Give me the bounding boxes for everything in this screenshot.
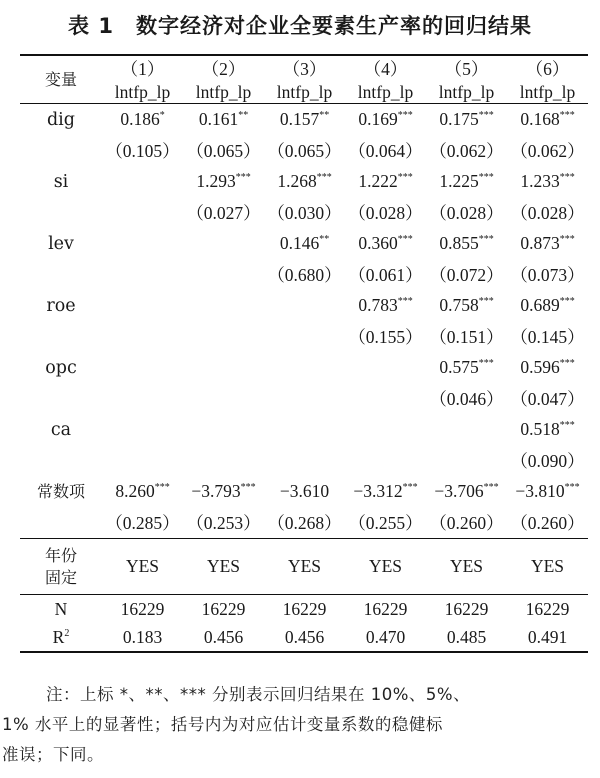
empty-cell [20,321,102,352]
standard-error-cell: （0.260） [510,513,585,533]
coefficient-row [20,352,588,383]
column-number: （3） [282,59,327,79]
r-squared-value: 0.456 [284,626,325,647]
coefficient-value: 1.225 [439,171,479,191]
regression-table [20,54,588,653]
observations-value: 16229 [525,598,570,619]
dependent-variable: lntfp_lp [357,81,414,102]
note-line: 注：上标 *、**、*** 分别表示回归结果在 10%、5%、 [46,685,471,704]
empty-cell [20,445,102,476]
coefficient-value: 0.161 [198,109,239,129]
coefficient-cell [426,290,507,321]
coefficient-cell [426,228,507,259]
coefficient-cell [426,166,507,197]
observations-value: 16229 [444,598,489,619]
standard-error-row [20,259,588,290]
r-squared-label-base: R [52,626,65,647]
significance-stars: *** [559,358,575,369]
observations-value: 16229 [201,598,246,619]
significance-stars: * [159,110,165,121]
coefficient-cell [426,414,507,445]
coefficient-cell [426,352,507,383]
standard-error-cell [426,445,507,476]
standard-error-cell: （0.062） [429,141,504,161]
fixed-effects-label [20,539,102,595]
coefficient-cell [264,228,345,259]
coefficient-value: 0.175 [439,109,479,129]
standard-error-cell: （0.030） [267,203,342,223]
column-number: （6） [525,59,570,79]
observations-value: 16229 [363,598,408,619]
standard-error-cell [102,321,183,352]
standard-error-cell [183,383,264,414]
standard-error-cell: （0.028） [429,203,504,223]
coefficient-cell [345,352,426,383]
coefficient-value: −3.312 [353,481,403,501]
standard-error-cell [264,321,345,352]
significance-stars: *** [478,296,494,307]
coefficient-value: −3.793 [191,481,241,501]
standard-error-cell: （0.047） [510,389,585,409]
coefficient-cell [264,476,345,507]
significance-stars: *** [240,482,256,493]
coefficient-cell [102,166,183,197]
variable-label: roe [46,295,76,316]
standard-error-cell: （0.065） [186,141,261,161]
fixed-effects-value: YES [530,556,565,576]
standard-error-cell [345,445,426,476]
significance-stars: *** [559,172,575,183]
coefficient-value: 0.186 [120,109,160,129]
coefficient-value: 0.360 [358,233,398,253]
header-row-numbers [20,55,588,81]
coefficient-cell [183,228,264,259]
standard-error-cell: （0.680） [267,265,342,285]
significance-stars: *** [478,234,494,245]
coefficient-value: 0.873 [520,233,560,253]
standard-error-cell: （0.155） [348,327,423,347]
r-squared-value: 0.491 [527,626,568,647]
significance-stars: *** [478,110,494,121]
variable-label: si [53,171,69,192]
coefficient-value: 0.157 [279,109,320,129]
coefficient-row [20,476,588,507]
standard-error-cell: （0.285） [105,513,180,533]
standard-error-cell [183,321,264,352]
fixed-effects-value: YES [206,556,241,576]
coefficient-cell [183,476,264,507]
standard-error-cell: （0.072） [429,265,504,285]
dependent-variable: lntfp_lp [195,81,252,102]
standard-error-cell: （0.028） [348,203,423,223]
coefficient-cell [102,228,183,259]
coefficient-row [20,414,588,445]
significance-stars: *** [235,172,251,183]
coefficient-cell [345,166,426,197]
column-number: （2） [201,59,246,79]
table-note [0,680,600,770]
standard-error-cell [102,445,183,476]
coefficient-cell [507,352,588,383]
coefficient-cell [507,104,588,136]
coefficient-cell [345,104,426,136]
coefficient-value: 0.169 [358,109,398,129]
r-squared-label-exponent: 2 [64,627,70,639]
table-title: 表 1 数字经济对企业全要素生产率的回归结果 [68,14,532,38]
header-row-depvar [20,81,588,104]
standard-error-row [20,321,588,352]
standard-error-row [20,445,588,476]
standard-error-cell [102,383,183,414]
standard-error-cell: （0.062） [510,141,585,161]
variable-label: dig [46,109,75,130]
standard-error-cell [183,259,264,290]
standard-error-cell: （0.064） [348,141,423,161]
fixed-effects-value: YES [449,556,484,576]
standard-error-cell [102,197,183,228]
significance-stars: *** [483,482,499,493]
coefficient-cell [183,414,264,445]
significance-stars: *** [559,110,575,121]
coefficient-cell [102,352,183,383]
coefficient-cell [507,476,588,507]
coefficient-cell [264,290,345,321]
coefficient-value: 8.260 [115,481,155,501]
standard-error-cell: （0.061） [348,265,423,285]
fixed-effects-value: YES [287,556,322,576]
fixed-effects-label-line1: 年份 [44,545,77,565]
note-line: 准误；下同。 [2,745,104,764]
coefficient-cell [507,290,588,321]
standard-error-cell: （0.268） [267,513,342,533]
coefficient-value: 0.689 [520,295,560,315]
coefficient-value: 1.222 [358,171,398,191]
standard-error-cell: （0.253） [186,513,261,533]
significance-stars: *** [397,172,413,183]
significance-stars: ** [319,234,330,245]
coefficient-value: 0.575 [439,357,479,377]
coefficient-cell [183,104,264,136]
observations-label: N [54,598,68,619]
significance-stars: *** [316,172,332,183]
r-squared-label [20,623,102,652]
fixed-effects-value: YES [368,556,403,576]
row-label-header: 变量 [44,69,77,89]
coefficient-cell [345,414,426,445]
standard-error-row [20,507,588,539]
significance-stars: *** [397,234,413,245]
standard-error-cell: （0.027） [186,203,261,223]
r-squared-value: 0.456 [203,626,244,647]
coefficient-cell [426,476,507,507]
coefficient-cell [345,290,426,321]
observations-value: 16229 [120,598,165,619]
significance-stars: ** [238,110,249,121]
fixed-effects-row [20,539,588,595]
coefficient-value: 0.146 [279,233,320,253]
standard-error-cell: （0.255） [348,513,423,533]
significance-stars: *** [397,110,413,121]
coefficient-value: 0.518 [520,419,560,439]
empty-cell [20,507,102,539]
coefficient-cell [264,104,345,136]
significance-stars: *** [402,482,418,493]
empty-cell [20,197,102,228]
standard-error-cell: （0.073） [510,265,585,285]
coefficient-value: 1.293 [196,171,236,191]
dependent-variable: lntfp_lp [114,81,171,102]
coefficient-cell [345,228,426,259]
empty-cell [20,383,102,414]
fixed-effects-label-line2: 固定 [44,567,77,587]
coefficient-cell [345,476,426,507]
standard-error-cell [183,445,264,476]
variable-label: ca [50,419,72,440]
coefficient-cell [507,228,588,259]
significance-stars: ** [319,110,330,121]
coefficient-row [20,166,588,197]
standard-error-cell: （0.151） [429,327,504,347]
coefficient-value: 0.855 [439,233,479,253]
coefficient-cell [102,476,183,507]
standard-error-cell [264,445,345,476]
standard-error-cell [102,259,183,290]
column-number: （1） [120,59,165,79]
dependent-variable: lntfp_lp [276,81,333,102]
variable-label: lev [48,233,74,254]
coefficient-cell [183,166,264,197]
dependent-variable: lntfp_lp [519,81,576,102]
coefficient-row [20,228,588,259]
dependent-variable: lntfp_lp [438,81,495,102]
standard-error-cell: （0.105） [105,141,180,161]
column-number: （5） [444,59,489,79]
coefficient-row [20,290,588,321]
coefficient-cell [102,414,183,445]
coefficient-row [20,104,588,136]
significance-stars: *** [564,482,580,493]
fixed-effects-value: YES [125,556,160,576]
column-number: （4） [363,59,408,79]
coefficient-value: 0.758 [439,295,479,315]
coefficient-cell [102,104,183,136]
empty-cell [20,135,102,166]
observations-row [20,595,588,624]
r-squared-value: 0.183 [122,626,163,647]
significance-stars: *** [559,296,575,307]
coefficient-cell [507,414,588,445]
coefficient-cell [183,290,264,321]
standard-error-cell [345,383,426,414]
coefficient-cell [264,352,345,383]
coefficient-cell [426,104,507,136]
standard-error-cell: （0.260） [429,513,504,533]
coefficient-value: 1.233 [520,171,560,191]
standard-error-row [20,135,588,166]
standard-error-cell: （0.065） [267,141,342,161]
significance-stars: *** [478,358,494,369]
standard-error-cell: （0.090） [510,451,585,471]
note-line: 1% 水平上的显著性；括号内为对应估计变量系数的稳健标 [2,715,443,734]
coefficient-value: −3.706 [434,481,484,501]
coefficient-cell [102,290,183,321]
coefficient-value: −3.610 [279,481,330,501]
standard-error-cell: （0.145） [510,327,585,347]
observations-value: 16229 [282,598,327,619]
variable-label: 常数项 [36,481,85,501]
standard-error-cell: （0.028） [510,203,585,223]
r-squared-value: 0.485 [446,626,487,647]
coefficient-cell [183,352,264,383]
standard-error-cell [264,383,345,414]
r-squared-row [20,623,588,652]
coefficient-cell [507,166,588,197]
significance-stars: *** [397,296,413,307]
coefficient-value: 0.783 [358,295,398,315]
standard-error-cell: （0.046） [429,389,504,409]
empty-cell [20,259,102,290]
significance-stars: *** [559,420,575,431]
standard-error-row [20,197,588,228]
coefficient-value: 0.168 [520,109,560,129]
significance-stars: *** [154,482,170,493]
coefficient-cell [264,166,345,197]
coefficient-value: 1.268 [277,171,317,191]
significance-stars: *** [478,172,494,183]
significance-stars: *** [559,234,575,245]
standard-error-row [20,383,588,414]
coefficient-value: 0.596 [520,357,560,377]
variable-label: opc [45,357,77,378]
r-squared-value: 0.470 [365,626,406,647]
coefficient-value: −3.810 [515,481,565,501]
coefficient-cell [264,414,345,445]
